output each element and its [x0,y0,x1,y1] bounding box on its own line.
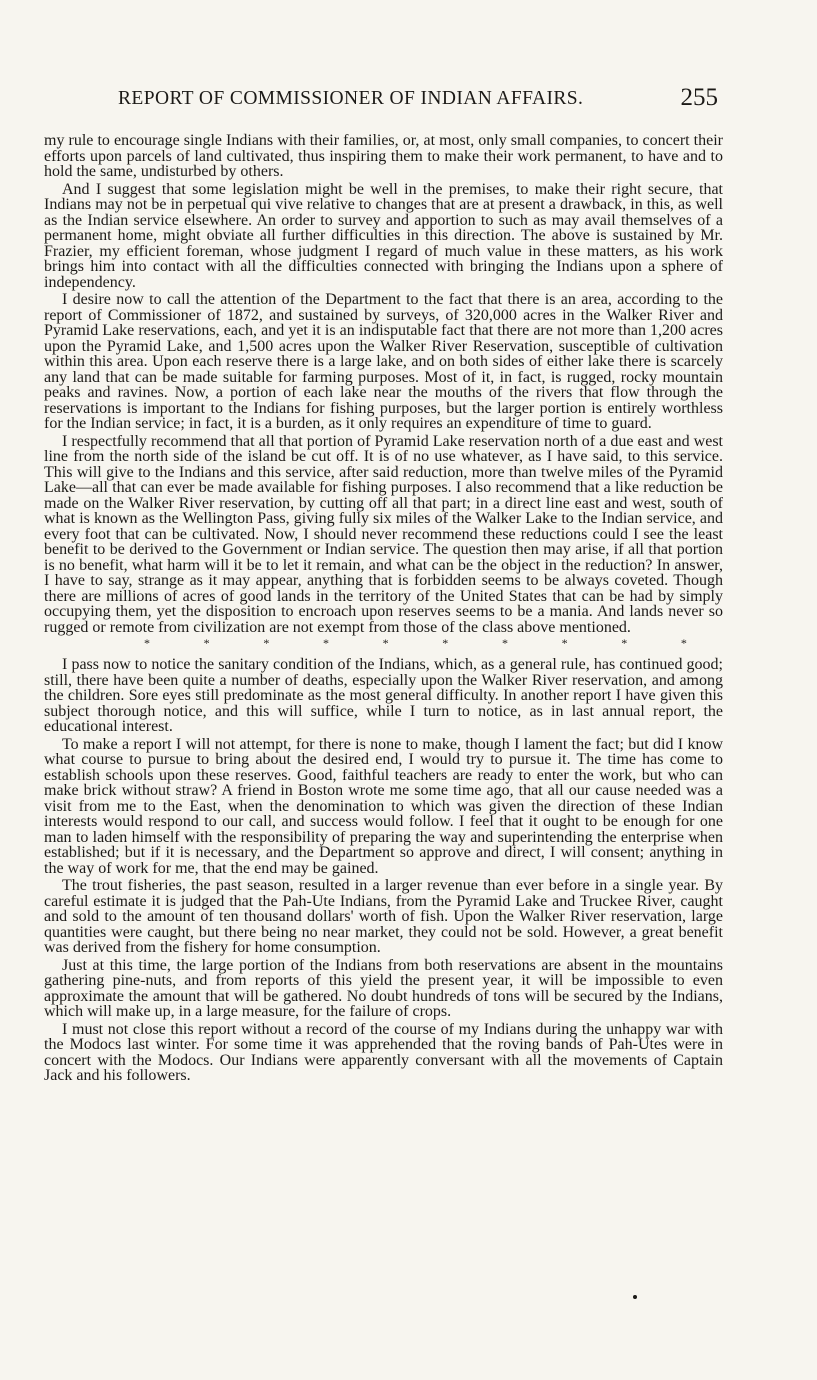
asterisk: * [203,636,210,650]
paragraph: The trout fisheries, the past season, resulted in a larger revenue than ever before in a single year. By careful estimate it is judged that the Pah-Ute Indians, from the Pyramid Lake and Truckee River, caught and sold to the amount of ten thousand dollars' worth of fish. Upon the Walker River reservation, large quantities were caught, but there being no near market, they could not be sold. However, a great benefit was derived from the fishery for home consumption. [44,877,723,956]
body-text [44,133,723,1086]
page-header [118,84,718,114]
paragraph: I respectfully recommend that all that portion of Pyramid Lake reservation north of a due east and west line from the north side of the island be cut off. It is of no use whatever, as I have said, to this service. This will give to the Indians and this service, after said reduction, more than twelve miles of the Pyramid Lake—all that can ever be made available for fishing purposes. I also recommend that a like reduction be made on the Walker River reservation, by cutting off all that part; in a direct line east and west, south of what is known as the Wellington Pass, giving fully six miles of the Walker Lake to the Indian service, and every foot that can be cultivated. Now, I should never recommend these reductions could I see the least benefit to be derived to the Government or Indian service. The question then may arise, if all that portion is no benefit, what harm will it be to let it remain, and what can be the object in the reduction? In answer, I have to say, strange as it may appear, anything that is forbidden seems to be always coveted. Though there are millions of acres of good lands in the territory of the United States that can be had by simply occupying them, yet the disposition to encroach upon reserves seems to be a mania. And lands never so rugged or remote from civilization are not exempt from those of the class above mentioned. [44,432,723,636]
asterisk: * [501,636,508,650]
paragraph: To make a report I will not attempt, for there is none to make, though I lament the fact; but did I know what course to pursue to bring about the desired end, I would try to pursue it. The time has come to establish schools upon these reserves. Good, faithful teachers are ready to enter the work, but who can make brick without straw? A friend in Boston wrote me some time ago, that all our cause needed was a visit from me to the East, when the denomination to which was given the direction of these Indian interests would respond to our call, and success would follow. I feel that it ought to be enough for one man to laden himself with the responsibility of preparing the way and superintending the enterprise when established; but if it is necessary, and the Department so approve and direct, I will consent; anything in the way of work for me, that the end may be gained. [44,735,723,877]
asterisk: * [144,636,150,650]
asterisk: * [382,636,389,650]
paragraph: I pass now to notice the sanitary condition of the Indians, which, as a general rule, has continued good; still, there have been quite a number of deaths, especially upon the Walker River reservation, and among the children. Sore eyes still predominate as the most general difficulty. In another report I have given this subject thorough notice, and this will suffice, while I turn to notice, as in last annual report, the educational interest. [44,656,723,735]
asterisk: * [621,636,628,650]
print-speck [633,1295,637,1299]
asterisk: * [442,636,449,650]
paragraph: I must not close this report without a record of the course of my Indians during the unhappy war with the Modocs last winter. For some time it was apprehended that the roving bands of Pah-Utes were in concert with the Modocs. Our Indians were apparently conversant with all the movements of Captain Jack and his followers. [44,1020,723,1084]
running-title: REPORT OF COMMISSIONER OF INDIAN AFFAIRS. [118,88,584,109]
asterisk: * [561,636,568,650]
paragraph: I desire now to call the attention of the Department to the fact that there is an area, according to the report of Commissioner of 1872, and sustained by surveys, of 320,000 acres in the Walker River and Pyramid Lake reservations, each, and yet it is an indisputable fact that there are not more than 1,200 acres upon the Pyramid Lake, and 1,500 acres upon the Walker River Reservation, susceptible of cultivation within this area. Upon each reserve there is a large lake, and on both sides of either lake there is scarcely any land that can be made suitable for farming purposes. Most of it, in fact, is rugged, rocky mountain peaks and ravines. Now, a portion of each lake near the mouths of the rivers that flow through the reservations is important to the Indians for fishing purposes, but the larger portion is entirely worthless for the Indian service; in fact, it is a burden, as it only requires an expenditure of time to guard. [44,291,723,432]
asterisk: * [263,636,270,650]
asterisk: * [322,636,329,650]
section-break-asterisks [44,637,723,649]
paragraph: my rule to encourage single Indians with their families, or, at most, only small companies, to concert their efforts upon parcels of land cultivated, thus inspiring them to make their work permanent, to have and to hold the same, undisturbed by others. [44,132,723,180]
page-number: 255 [680,84,718,111]
asterisk: * [680,636,687,650]
paragraph: And I suggest that some legislation might be well in the premises, to make their right secure, that Indians may not be in perpetual qui vive relative to changes that are at present a drawback, in this, as well as the Indian service elsewhere. An order to survey and apportion to such as may avail themselves of a permanent home, might obviate all further difficulties in this direction. The above is sustained by Mr. Frazier, my efficient foreman, whose judgment I regard of much value in these matters, as his work brings him into contact with all the difficulties connected with bringing the Indians upon a sphere of independency. [44,180,723,291]
paragraph: Just at this time, the large portion of the Indians from both reservations are absent in the mountains gathering pine-nuts, and from reports of this yield the present year, it will be impossible to even approximate the amount that will be gathered. No doubt hundreds of tons will be secured by the Indians, which will make up, in a large measure, for the failure of crops. [44,956,723,1020]
